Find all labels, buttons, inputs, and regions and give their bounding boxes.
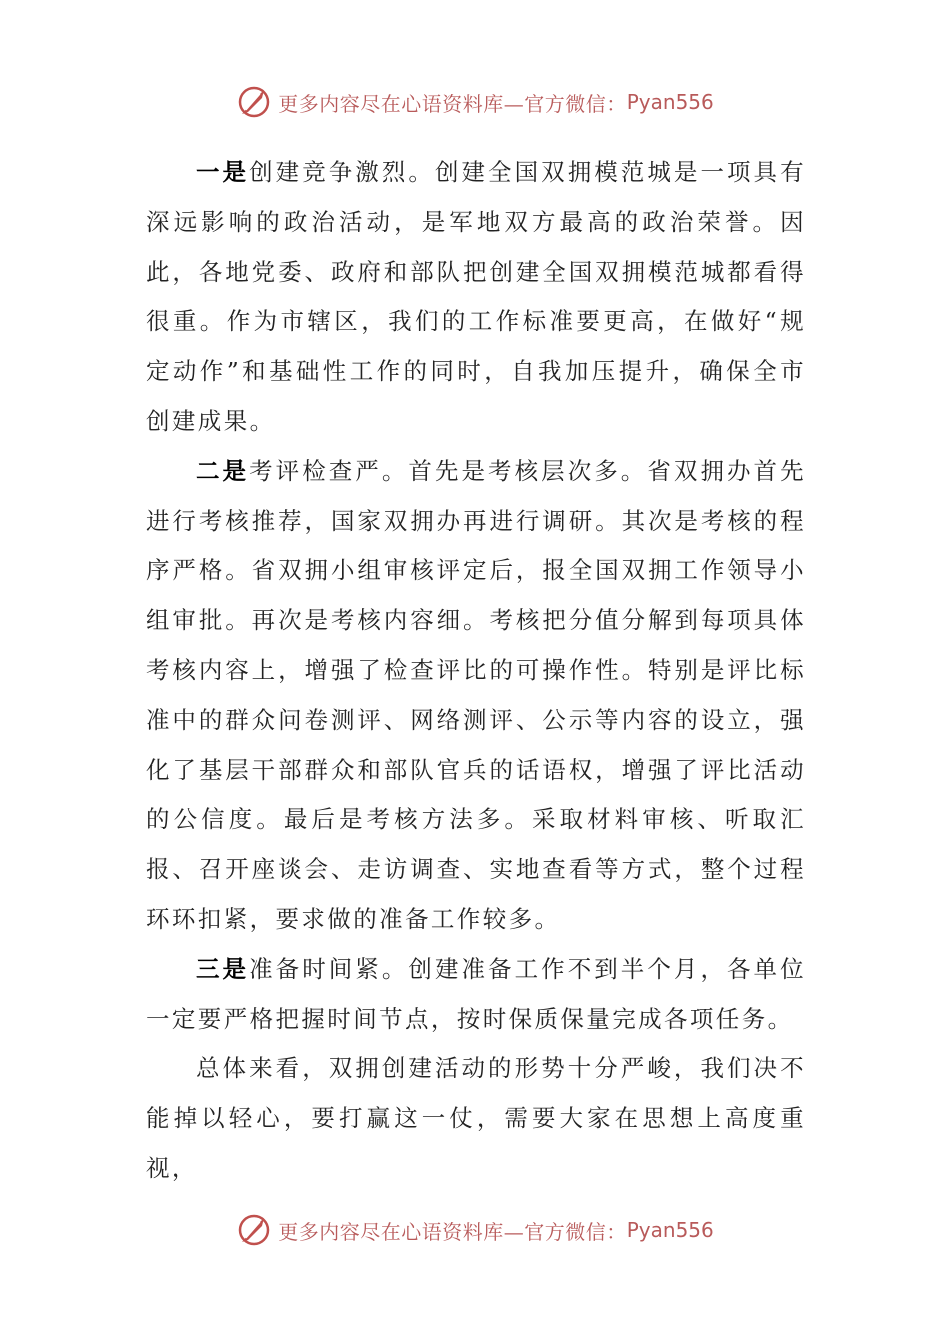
quill-logo-icon (236, 1212, 272, 1248)
banner-wechat-id: Pyan556 (626, 1218, 714, 1242)
header-banner (0, 82, 950, 122)
quill-logo-icon (236, 84, 272, 120)
paragraph-lead: 一是 (196, 158, 250, 186)
paragraph-text: 总体来看，双拥创建活动的形势十分严峻，我们决不能掉以轻心，要打赢这一仗，需要大家在思想上高度重视， (146, 1054, 806, 1182)
paragraph-text: 创建竞争激烈。创建全国双拥模范城是一项具有深远影响的政治活动，是军地双方最高的政治荣誉。因此，各地党委、政府和部队把创建全国双拥模范城都看得很重。作为市辖区，我们的工作标准要更高，在做好“规定动作”和基础性工作的同时，自我加压提升，确保全市创建成果。 (146, 158, 806, 435)
paragraph-2 (146, 447, 806, 945)
paragraph-text: 准备时间紧。创建准备工作不到半个月，各单位一定要严格把握时间节点，按时保质保量完成各项任务。 (146, 954, 806, 1033)
paragraph-4 (146, 1044, 806, 1193)
document-body (146, 148, 806, 1194)
paragraph-1 (146, 148, 806, 447)
paragraph-lead: 三是 (196, 954, 250, 983)
paragraph-3 (146, 945, 806, 1045)
footer-banner (0, 1210, 950, 1250)
banner-text: 更多内容尽在心语资料库—官方微信： (278, 1219, 627, 1244)
banner-wechat-id: Pyan556 (626, 90, 714, 114)
paragraph-lead: 二是 (196, 456, 250, 485)
paragraph-text: 考评检查严。首先是考核层次多。省双拥办首先进行考核推荐，国家双拥办再进行调研。其次是考核的程序严格。省双拥小组审核评定后，报全国双拥工作领导小组审批。再次是考核内容细。考核把分值分解到每项具体考核内容上，增强了检查评比的可操作性。特别是评比标准中的群众问卷测评、网络测评、公示等内容的设立，强化了基层干部群众和部队官兵的话语权，增强了评比活动的公信度。最后是考核方法多。采取材料审核、听取汇报、召开座谈会、走访调查、实地查看等方式，整个过程环环扣紧，要求做的准备工作较多。 (146, 456, 806, 933)
banner-text: 更多内容尽在心语资料库—官方微信： (278, 91, 627, 116)
